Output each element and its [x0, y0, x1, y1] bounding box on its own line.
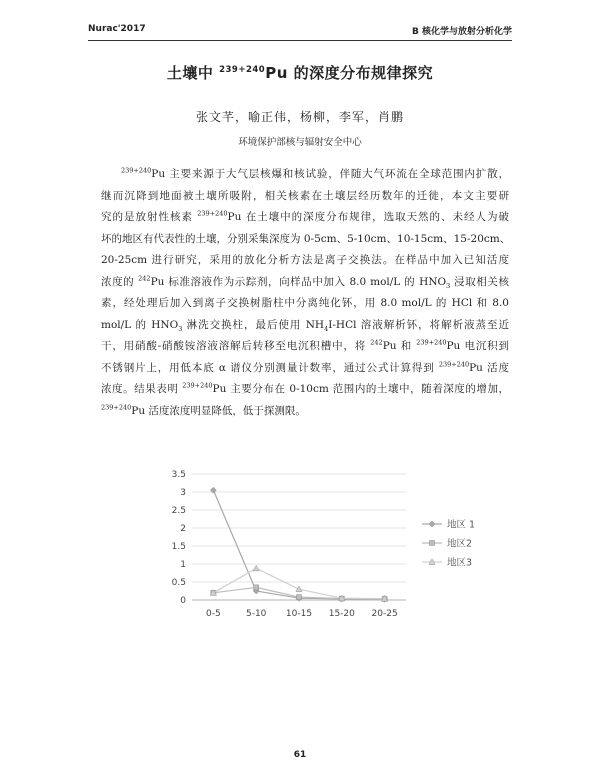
abstract-line: [101, 401, 509, 423]
abstract-text-segment: 究的是放射性核素: [101, 211, 198, 223]
x-tick-label: 15-20: [328, 609, 355, 619]
abstract-line: [101, 164, 509, 186]
author-list: 张文芊，喻正伟，杨柳，李军，肖鹏: [195, 110, 404, 124]
abstract-text-segment: Pu 主要分布在 0-10cm 范围内的土壤中，随着深度的增加，: [212, 383, 510, 395]
y-tick-label: 3: [180, 488, 186, 498]
title-suffix: 的深度分布规律探究: [287, 64, 434, 82]
abstract-text-segment: 239+240: [438, 360, 470, 368]
abstract-line: [101, 207, 509, 229]
data-point: [297, 595, 302, 600]
abstract-text-segment: 20-25cm 进行研究，采用的放化分析方法是离子交换法。在样品中加入已知活度: [101, 254, 509, 266]
legend-label: 地区 1: [447, 519, 476, 531]
abstract-line: [101, 315, 509, 337]
abstract-text-segment: 干，用硝酸-硝酸铵溶液溶解后转移至电沉积槽中，将: [101, 340, 371, 352]
running-header: [88, 20, 512, 41]
conference-name: Nurac'2017: [88, 24, 146, 34]
title-prefix: 土壤中: [166, 64, 220, 82]
affiliation: 环境保护部核与辐射安全中心: [238, 137, 362, 148]
y-tick-label: 0: [180, 596, 186, 606]
abstract-text-segment: 242: [138, 274, 151, 282]
data-point: [253, 565, 259, 571]
series-line-3: [213, 568, 384, 598]
data-point: [254, 585, 259, 590]
abstract-line: [101, 379, 509, 401]
abstract-text-segment: 坏的地区有代表性的土壤，分别采集深度为 0-5cm、5-10cm、10-15cm、15-20cm、: [101, 232, 511, 245]
abstract-text-segment: 继而沉降到地面被土壤所吸附，相关核素在土壤层经历数年的迁徙，本文主要研: [101, 189, 509, 202]
abstract-line: [101, 293, 509, 315]
abstract-line: [101, 250, 509, 272]
abstract-text-segment: 4: [324, 324, 329, 333]
abstract-text-segment: I-HCl 溶液解析钚，将解析液蒸至近: [328, 318, 509, 331]
x-tick-label: 0-5: [206, 609, 221, 619]
y-tick-label: 2: [180, 524, 186, 534]
abstract-text-segment: Pu 活度浓度明显降低，低于探测限。: [131, 404, 306, 417]
abstract-text-segment: 浓度。结果表明: [101, 383, 183, 395]
legend-marker: [429, 521, 435, 527]
chart-svg: [160, 462, 520, 642]
data-point: [296, 586, 302, 592]
abstract-text-segment: 淋洗交换柱，最后使用 NH: [182, 318, 325, 331]
x-tick-label: 10-15: [285, 609, 313, 619]
abstract-line: [101, 229, 509, 251]
y-tick-label: 0.5: [171, 578, 186, 588]
legend-label: 地区2: [447, 538, 473, 550]
abstract-text-segment: 239+240: [121, 166, 152, 175]
abstract-text-segment: 浓度的: [101, 275, 139, 288]
abstract-text-segment: 3: [178, 324, 183, 333]
abstract-line: [101, 186, 509, 208]
paper-title: [60, 62, 540, 83]
abstract-line: [101, 272, 509, 294]
series-line-1: [213, 490, 384, 599]
y-tick-label: 3.5: [171, 470, 186, 480]
depth-distribution-chart: [160, 462, 520, 642]
abstract-text-segment: Pu 电沉积到: [446, 340, 509, 352]
legend-marker: [430, 541, 435, 546]
abstract-text-segment: mol/L 的 HNO: [101, 318, 179, 331]
abstract-text-segment: Pu 在土壤中的深度分布规律，选取天然的、未经人为破: [227, 211, 509, 223]
abstract-text-segment: Pu 标准溶液作为示踪剂，向样品中加入 8.0 mol/L 的 HNO: [150, 275, 447, 288]
abstract-line: [101, 358, 509, 380]
page-number: 61: [293, 750, 307, 760]
x-tick-label: 20-25: [371, 609, 398, 619]
abstract-line: [101, 336, 509, 358]
abstract: [101, 164, 509, 422]
y-tick-label: 1: [180, 560, 186, 570]
abstract-text-segment: 242: [370, 338, 383, 347]
section-name: B 核化学与放射分析化学: [412, 27, 512, 37]
abstract-text-segment: 239+240: [416, 338, 447, 347]
title-isotope: 239+240: [219, 65, 266, 75]
abstract-text-segment: 浸取相关核: [450, 275, 509, 288]
title-element: Pu: [265, 64, 288, 82]
abstract-text-segment: 不锈钢片上，用低本底 α 谱仪分别测量计数率，通过公式计算得到: [101, 361, 439, 374]
y-tick-label: 1.5: [171, 542, 186, 552]
abstract-text-segment: Pu 和: [382, 340, 417, 352]
abstract-text-segment: 239+240: [182, 381, 213, 390]
abstract-text-segment: 239+240: [197, 209, 228, 218]
abstract-text-segment: 3: [446, 281, 451, 290]
legend-label: 地区3: [447, 557, 473, 569]
abstract-text-segment: Pu 主要来源于大气层核爆和核试验，伴随大气环流在全球范围内扩散，: [151, 168, 509, 180]
x-tick-label: 5-10: [245, 609, 267, 619]
y-tick-label: 2.5: [171, 506, 186, 516]
abstract-text-segment: Pu 活度: [469, 361, 509, 374]
abstract-text-segment: 239+240: [101, 403, 132, 411]
abstract-text-segment: 素，经处理后加入到离子交换树脂柱中分离纯化钚，用 8.0 mol/L 的 HCl 和 8.0: [101, 297, 509, 309]
